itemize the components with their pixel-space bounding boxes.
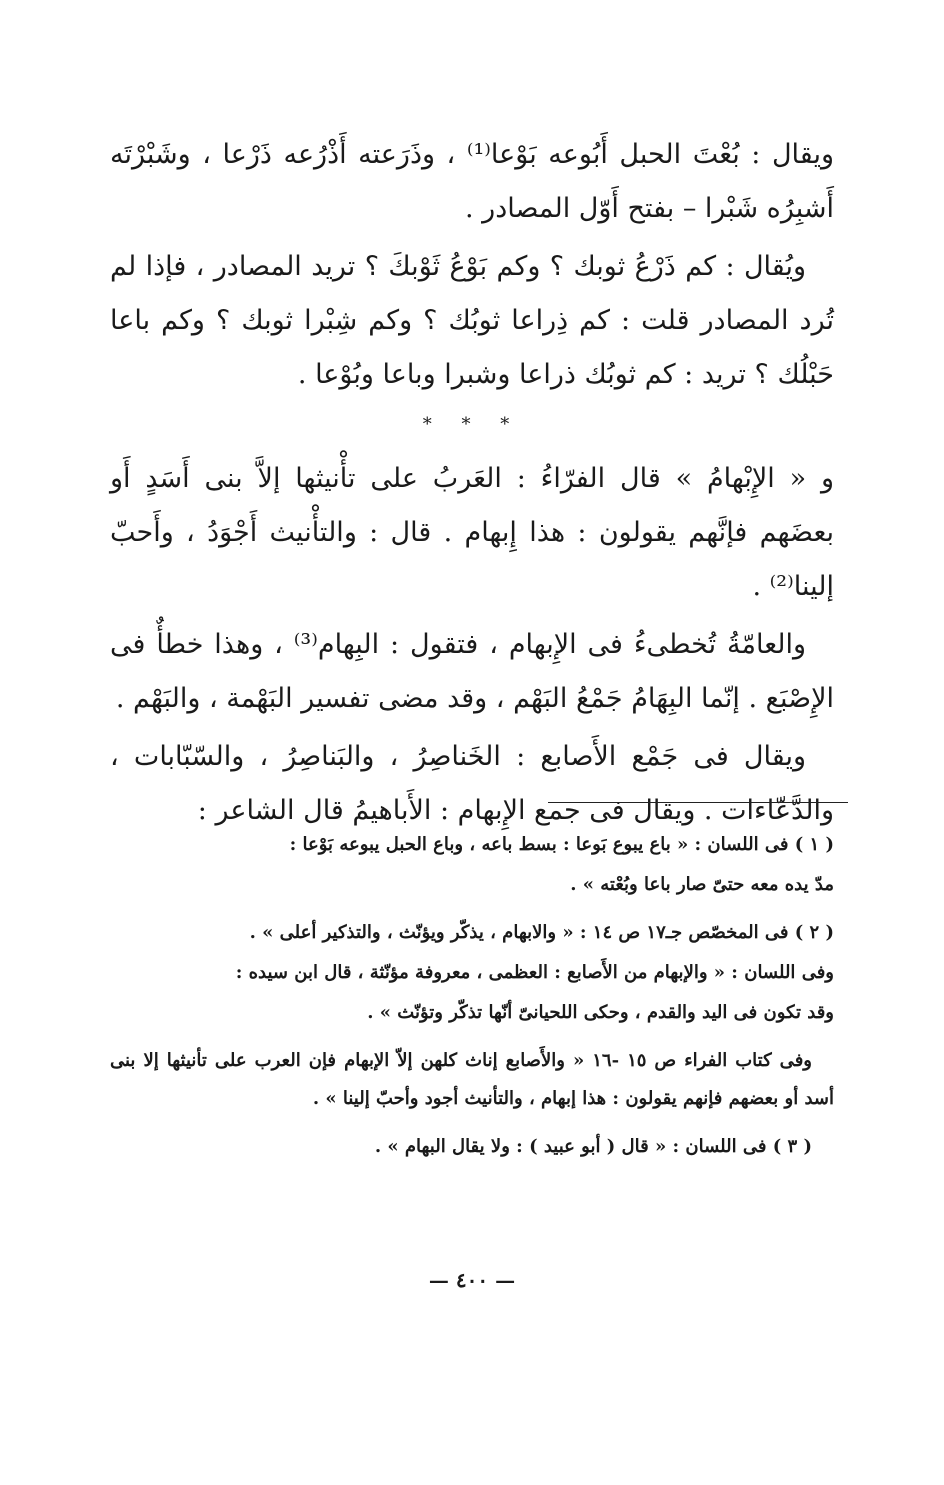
footnotes xyxy=(110,826,834,1168)
footnote-1-line-2: مدّ يده معه حتىّ صار باعا وبُعْته » . xyxy=(570,874,834,895)
footnote-2-line-2: وفى اللسان : « والإبهام من الأَصابع : العظمى ، معروفة مؤنّثة ، قال ابن سيده : xyxy=(235,962,834,983)
footnote-2-line-1: ( ٢ ) فى المخصّص جـ١٧ ص ١٤ : « والابهام ، يذكّر ويؤنّث ، والتذكير أعلى » . xyxy=(249,922,834,943)
paragraph-ibham: و « الإِبْهامُ » قال الفرّاءُ : العَربُ على تأْنيثها إلاَّ بنى أَسَدٍ أَو بعضَهم فإنَّهم يقولون : هذا إِبهام . قال : والتأْنيث أَجْوَدُ ، وأَحبّ إلينا⁽²⁾ . xyxy=(110,463,834,602)
footnote-2-line-3: وقد تكون فى اليد والقدم ، وحكى اللحيانىّ أنّها تذكّر وتؤنّث » . xyxy=(367,1002,834,1023)
footnote-1-line-1: ( ١ ) فى اللسان : « باع يبوع بَوعا : بسط باعه ، وباع الحبل يبوعه بَوْعا : xyxy=(289,834,834,855)
footnote-divider xyxy=(548,802,848,803)
footnote-3: ( ٣ ) فى اللسان : « قال ( أبو عبيد ) : ولا يقال البهام » . xyxy=(374,1136,812,1157)
footnote-2-line-4: وفى كتاب الفراء ص ١٥ -١٦ « والأَصابع إناث كلهن إلاّ الإبهام فإن العرب على تأنيثها إلا بنى أسد أو بعضهم فإنهم يقولون : هذا إبهام ، والتأنيث أجود وأحبّ إلينا » . xyxy=(110,1050,834,1109)
section-separator: * * * xyxy=(422,414,522,435)
paragraph-verbs: ويقال : بُعْتَ الحبل أَبُوعه بَوْعا⁽¹⁾ ، وذَرَعته أَذْرُعه ذَرْعا ، وشَبْرْتَه أَشبِرُه شَبْرا – بفتح أَوّل المصادر . xyxy=(110,139,834,224)
paragraph-measure-questions: ويُقال : كم ذَرْعُ ثوبك ؟ وكم بَوْعُ ثَوْبكَ ؟ تريد المصادر ، فإذا لم تُرد المصادر قلت : كم ذِراعا ثوبُك ؟ وكم شِبْرا ثوبك ؟ وكم باعا حَبْلُك ؟ تريد : كم ثوبُك ذراعا وشبرا وباعا وبُوْعا . xyxy=(110,251,834,390)
main-text xyxy=(110,128,834,838)
paragraph-finger-plurals: ويقال فى جَمْع الأَصابع : الخَناصِرُ ، والبَناصِرُ ، والسّبّابات ، والدَّعّاءات . ويقال فى جمع الإِبهام : الأَباهيمُ قال الشاعر : xyxy=(110,741,834,826)
page-number: — ٤٠٠ — xyxy=(428,1268,516,1292)
paragraph-common-error: والعامّةُ تُخطىءُ فى الإِبهام ، فتقول : البِهام⁽³⁾ ، وهذا خطأٌ فى الإِصْبَع . إنّما البِهَامُ جَمْعُ البَهْم ، وقد مضى تفسير البَهْمة ، والبَهْم . xyxy=(110,629,834,714)
